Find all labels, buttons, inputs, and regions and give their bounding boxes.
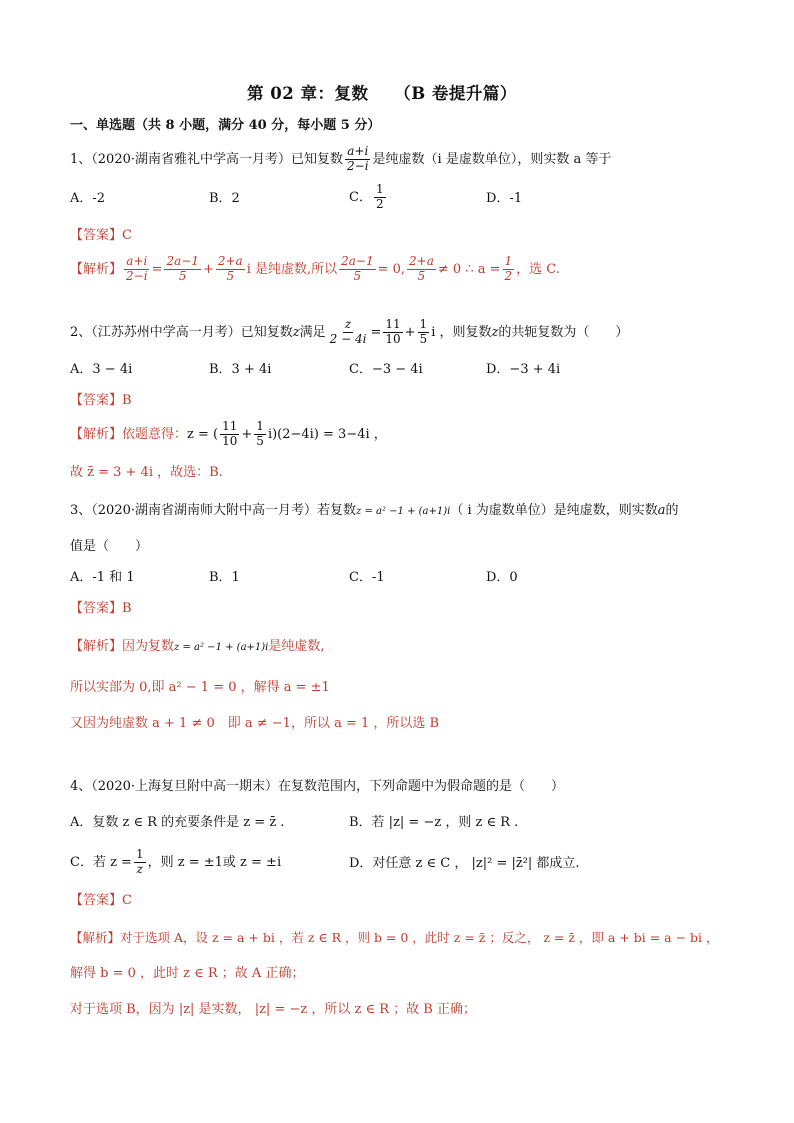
question-4-stem: 4、（2020·上海复旦附中高一期末）在复数范围内，下列命题中为假命题的是（ ） (70, 779, 564, 794)
q1-option-a: A．-2 (70, 191, 106, 206)
q1-stem-b: 是纯虚数（i 是虚数单位），则实数 a 等于 (372, 152, 612, 167)
q3-option-c: C．-1 (349, 570, 385, 585)
q4-answer-label: 【答案】 (70, 893, 123, 908)
q4-solution-line-2: 解得 b = 0 ，此时 z ∈ R ；故 A 正确； (70, 966, 305, 981)
q2-sol-f2-num: 1 (256, 419, 264, 434)
q2-stem-c: i ，则复数 (431, 325, 492, 340)
q1-sol-f6-den: 2 (504, 269, 513, 283)
q2-option-b: B．3 + 4i (209, 362, 272, 377)
q2-solution (70, 415, 387, 455)
q2-option-a: A．3 − 4i (70, 362, 133, 377)
section-heading: 一、单选题（共 8 小题，满分 40 分，每小题 5 分） (70, 118, 381, 133)
q4-option-c-num: 1 (135, 847, 144, 862)
q1-sol-f1-den: 2−i (126, 269, 148, 283)
q4-option-b: B．若 |z| = −z ，则 z ∈ R . (349, 815, 519, 830)
q2-sol-c: i)(2−4i) = 3−4i ， (267, 427, 387, 442)
q4-option-c-b: ，则 z = ±1或 z = ±i (147, 855, 282, 870)
q3-solution (70, 639, 325, 655)
q1-sol-frac-5 (407, 255, 436, 284)
q3-stem-var-a: a (657, 503, 666, 518)
q1-option-d: D．-1 (486, 191, 523, 206)
q2-eq: = (370, 325, 382, 340)
q2-frac-3 (418, 318, 430, 347)
q2-sol-f1-den: 10 (222, 434, 238, 448)
q3-sol-l1-b: 是纯虚数, (268, 639, 325, 654)
q1-sol-f5-den: 5 (417, 269, 426, 283)
q2-sol-f1-num: 11 (222, 419, 238, 434)
q3-answer-label: 【答案】 (70, 601, 123, 616)
q1-option-c-frac (374, 183, 386, 212)
q2-f3-den: 5 (419, 332, 428, 346)
q3-sol-l1-expr: z = a² −1 + (a+1)i (174, 642, 269, 653)
q2-f3-num: 1 (419, 317, 428, 332)
q3-solution-label: 【解析】 (70, 639, 123, 654)
q1-sol-eq: = (151, 262, 163, 277)
q2-stem-a: 2、（江苏苏州中学高一月考）已知复数 (70, 325, 293, 340)
q4-answer (70, 893, 132, 909)
q1-sol-text-4: ，选 C. (516, 262, 560, 277)
q1-stem-a: 1、（2020·湖南省雅礼中学高一月考）已知复数 (70, 152, 343, 167)
q3-stem-b: （ i 为虚数单位）是纯虚数，则实数 (450, 503, 658, 518)
q4-sol-line-1: 对于选项 A，设 z = a + bi ，若 z ∈ R ，则 b = 0 ，此时 z = z̄ ；反之， z = z̄ ，即 a + bi = a − bi ， (120, 930, 719, 945)
q1-sol-text-1: i 是纯虚数,所以 (246, 262, 338, 277)
q1-sol-text-2: = 0, (377, 262, 406, 277)
q2-sol-frac-1 (220, 420, 239, 449)
q2-sol-plus: + (241, 427, 253, 442)
q1-option-c-den: 2 (375, 197, 384, 211)
q1-option-c-label: C． (349, 190, 372, 205)
question-3-stem (70, 503, 679, 519)
q3-answer-value: B (122, 601, 132, 616)
q3-answer (70, 601, 132, 617)
q4-option-d: D．对任意 z ∈ C ， |z|² = |z̄²| 都成立. (349, 856, 580, 871)
q4-option-a: A．复数 z ∈ R 的充要条件是 z = z̄ . (70, 815, 285, 830)
q1-answer-label: 【答案】 (70, 228, 123, 243)
q2-f1-num: z (344, 317, 352, 332)
q2-option-c: C．−3 − 4i (349, 362, 423, 377)
q1-solution (70, 250, 560, 290)
q4-solution-line-3: 对于选项 B，因为 |z| 是实数， |z| = −z ，所以 z ∈ R ；故 B 正确； (70, 1002, 476, 1017)
q2-stem-z: z (292, 325, 300, 340)
q1-option-c (349, 178, 388, 218)
q1-sol-frac-4 (339, 255, 375, 284)
q4-option-c-a: C．若 z = (70, 855, 132, 870)
q2-f2-den: 10 (385, 332, 401, 346)
q2-sol-f2-den: 5 (256, 434, 264, 448)
q2-answer-label: 【答案】 (70, 393, 123, 408)
q1-sol-f5-num: 2+a (409, 254, 434, 269)
page-title: 第 02 章：复数 （B 卷提升篇） (247, 84, 517, 103)
q1-option-b: B．2 (209, 191, 240, 206)
q3-option-d: D．0 (486, 570, 518, 585)
q4-answer-value: C (122, 893, 132, 908)
q4-solution-label: 【解析】 (70, 930, 121, 945)
q2-f1-den: 2 − 4i (329, 332, 367, 346)
q1-sol-f6-num: 1 (504, 254, 513, 269)
q3-option-b: B．1 (209, 570, 240, 585)
question-1-stem (70, 145, 611, 175)
q1-option-c-num: 1 (375, 182, 384, 197)
q2-plus: + (404, 325, 416, 340)
q1-sol-f2-den: 5 (178, 269, 187, 283)
q2-solution-label: 【解析】 (70, 427, 123, 442)
q4-solution (70, 930, 719, 945)
q2-sol-a: 依题意得： (122, 427, 188, 442)
q1-frac-den: 2−i (347, 159, 369, 173)
q2-frac-1 (328, 318, 369, 347)
q1-solution-label: 【解析】 (70, 262, 123, 277)
q2-option-d: D．−3 + 4i (486, 362, 561, 377)
q1-sol-f4-num: 2a−1 (341, 254, 374, 269)
q3-stem-line-2: 值是（ ） (70, 539, 149, 554)
q2-frac-2 (383, 318, 402, 347)
q2-sol-b: z = ( (187, 427, 219, 442)
q1-fraction (345, 145, 371, 174)
q4-option-c-frac (134, 848, 146, 877)
q2-stem-b: 满足 (299, 325, 326, 340)
q4-option-c-den: z (136, 862, 143, 876)
q4-option-c (70, 843, 281, 883)
q1-sol-f4-den: 5 (353, 269, 362, 283)
q2-stem-z2: z (491, 325, 499, 340)
q3-solution-line-3: 又因为纯虚数 a + 1 ≠ 0 即 a ≠ −1，所以 a = 1 ，所以选 B (70, 716, 440, 731)
q3-sol-l1-a: 因为复数 (122, 639, 175, 654)
q1-sol-f3-num: 2+a (217, 254, 243, 269)
q3-stem-c: 的 (665, 503, 679, 518)
q1-sol-frac-3 (216, 255, 245, 284)
q1-frac-num: a+i (347, 144, 369, 159)
q2-stem-d: 的共轭复数为（ ） (498, 325, 629, 340)
q1-answer (70, 228, 132, 244)
q1-sol-frac-6 (503, 255, 515, 284)
q2-answer (70, 393, 132, 409)
q2-answer-value: B (122, 393, 132, 408)
q1-sol-f3-den: 5 (226, 269, 235, 283)
q1-sol-f1-num: a+i (126, 254, 148, 269)
q3-stem-expr: z = a² −1 + (a+1)i (356, 506, 451, 517)
q1-sol-frac-2 (164, 255, 200, 284)
q2-sol-frac-2 (254, 420, 266, 449)
q1-sol-plus: + (202, 262, 214, 277)
q1-sol-text-3: ≠ 0 ∴ a = (437, 262, 501, 277)
q2-solution-line-2: 故 z̄ = 3 + 4i ，故选：B. (70, 465, 223, 480)
q3-option-a: A．-1 和 1 (70, 570, 135, 585)
question-2-stem (70, 313, 628, 353)
q3-solution-line-2: 所以实部为 0,即 a² − 1 = 0 ，解得 a = ±1 (70, 680, 330, 695)
q3-stem-a: 3、（2020·湖南省湖南师大附中高一月考）若复数 (70, 503, 356, 518)
q1-sol-frac-1 (124, 255, 150, 284)
q1-answer-value: C (122, 228, 132, 243)
q1-sol-f2-num: 2a−1 (166, 254, 199, 269)
q2-f2-num: 11 (385, 317, 401, 332)
